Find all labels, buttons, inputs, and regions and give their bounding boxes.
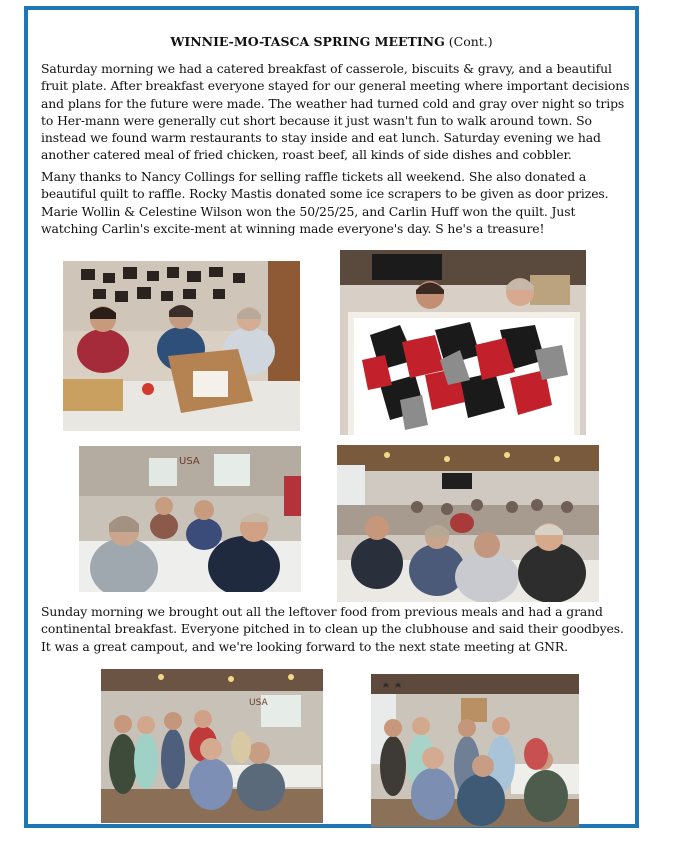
photo-raffle-table [63, 261, 300, 431]
article-title [28, 34, 635, 49]
usa-sign-text: USA [179, 456, 200, 467]
usa-sign-text-2: USA [249, 698, 268, 708]
paragraph-raffle: Many thanks to Nancy Collings for selling raffle tickets all weekend. She also donated a beautiful quilt to raffle. Rocky Mastis donated some ice scrapers to be given as door prizes. Marie Wollin & Celestine Wilson won the 50/25/25, and Carlin Huff won the quilt. Just watching Carlin's excite-ment at winning made everyone's day. S he's a treasure! [41, 169, 609, 236]
paragraph-sunday: Sunday morning we brought out all the leftover food from previous meals and had a grand continental breakfast. Everyone pitched in to clean up the clubhouse and said their goodbyes. It was a great campout, and we're looking forward to the next state meeting at GNR. [41, 604, 624, 654]
photo-hall-crowd [337, 445, 599, 602]
newsletter-page-frame [24, 6, 639, 828]
photo-quilt-winners [340, 250, 586, 435]
photo-goodbyes-right [371, 674, 579, 827]
article-title-continued: (Cont.) [444, 34, 493, 49]
photo-dining-group-left [79, 446, 301, 592]
article-title-main: WINNIE-MO-TASCA SPRING MEETING [170, 34, 445, 49]
paragraph-saturday: Saturday morning we had a catered breakfast of casserole, biscuits & gravy, and a beautiful fruit plate. After breakfast everyone stayed for our general meeting where important decisions and plans for the future were made. The weather had turned cold and gray over night so trips to Her-mann were generally cut short because it just wasn't fun to walk around town. So instead we found warm restaurants to stay inside and eat lunch. Saturday evening we had another catered meal of fried chicken, roast beef, all kinds of side dishes and cobbler. [41, 61, 630, 163]
photo-goodbyes-left [101, 669, 323, 823]
